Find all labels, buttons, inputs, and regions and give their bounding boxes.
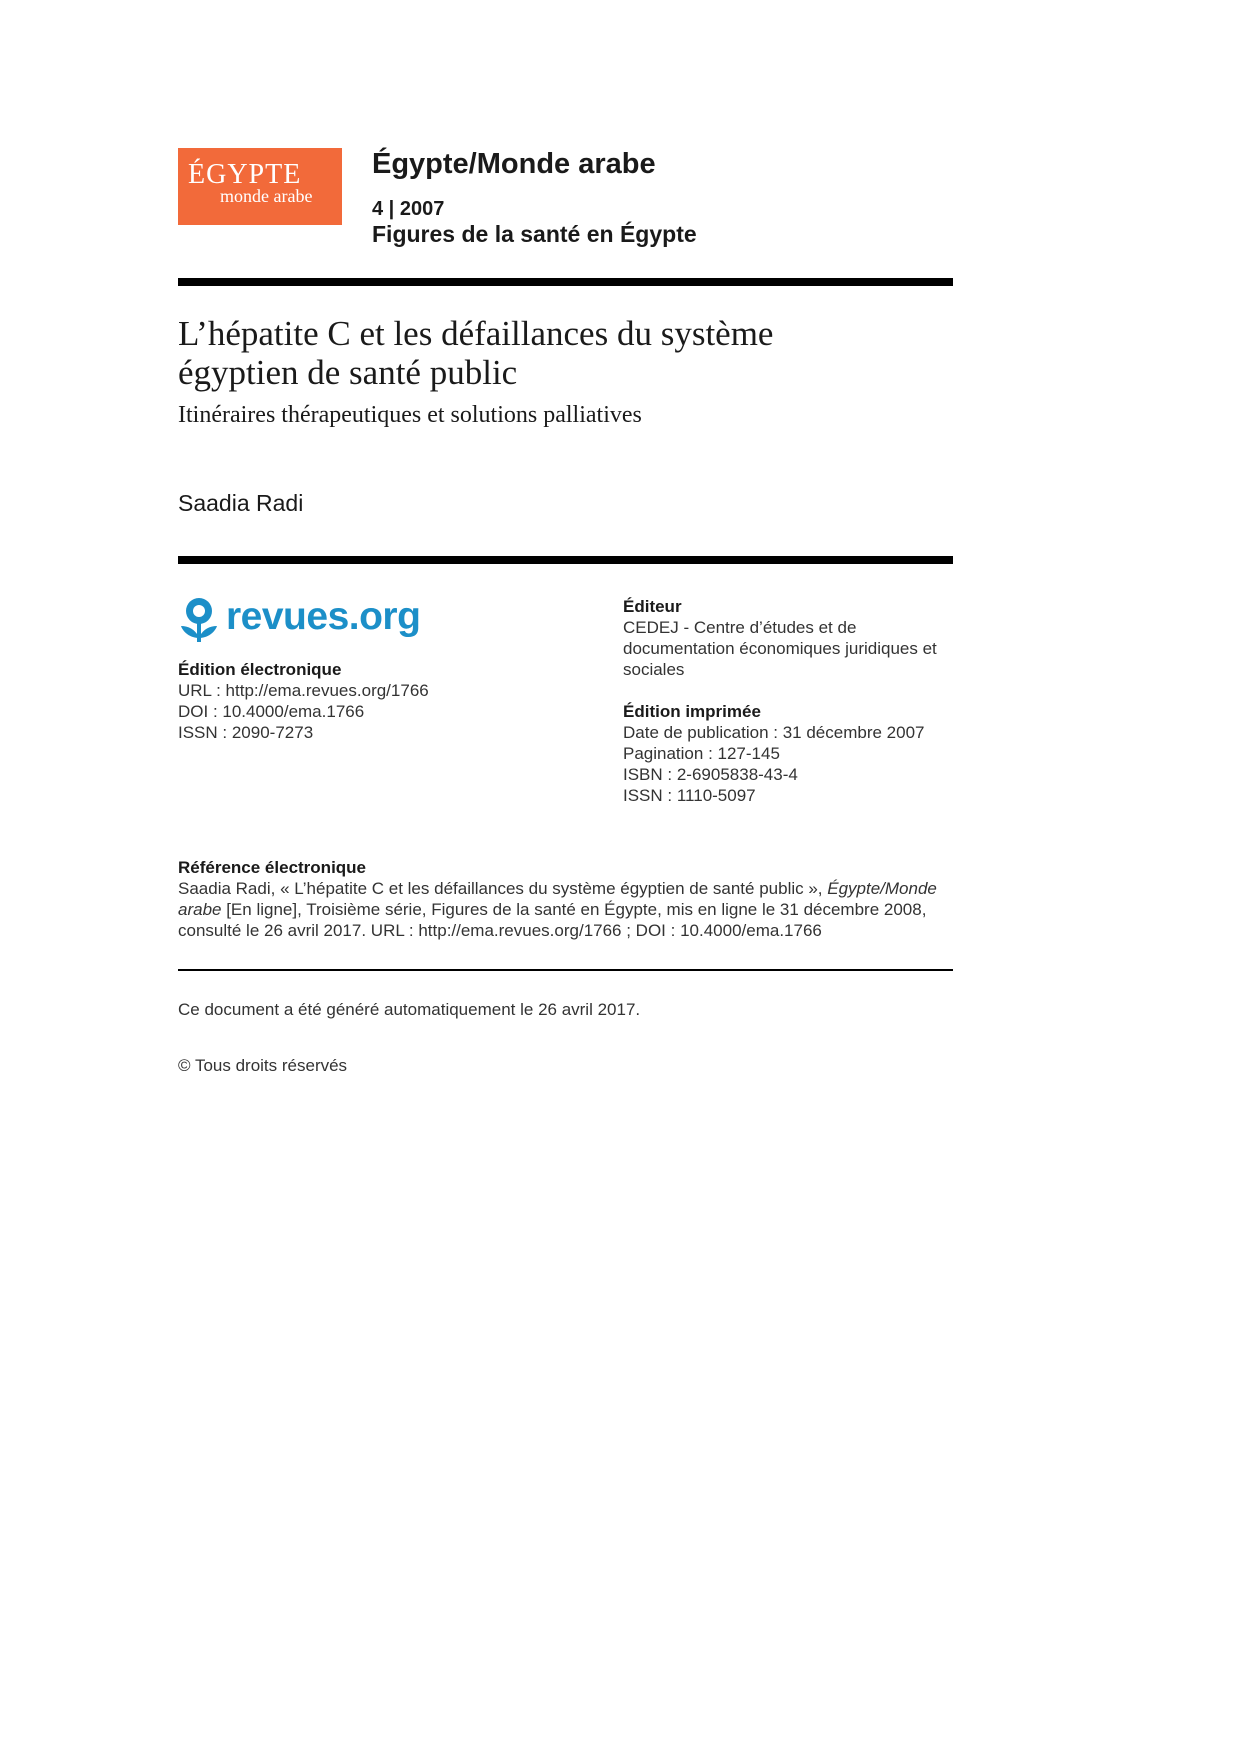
reference-heading-wrap [178,857,366,878]
revues-logo-text: revues.org [226,595,421,638]
reference-line2-suffix: [En ligne], Troisième série, Figures de la santé en Égypte, mis en ligne le 31 décembre 2008, [221,900,927,919]
edition-electronique-issn: ISSN : 2090-7273 [178,723,314,742]
article-title-line1: L’hépatite C et les défaillances du système [178,314,774,353]
generated-note: Ce document a été généré automatiquement le 26 avril 2017. [178,1000,641,1019]
edition-electronique-heading: Édition électronique [178,660,342,679]
divider-middle [178,556,953,564]
reference-journal-italic: Égypte/Monde [827,879,937,898]
reference-line3: consulté le 26 avril 2017. URL : http://ema.revues.org/1766 ; DOI : 10.4000/ema.1766 [178,921,822,940]
reference-line1-prefix: Saadia Radi, « L’hépatite C et les défaillances du système égyptien de santé public », [178,879,828,898]
edition-imprimee-isbn: ISBN : 2-6905838-43-4 [623,765,798,784]
journal-logo-line1: ÉGYPTE [188,159,302,190]
edition-imprimee-heading: Édition imprimée [623,702,761,721]
edition-electronique-url[interactable]: URL : http://ema.revues.org/1766 [178,681,429,700]
article-title [178,314,958,392]
editeur-block [623,596,937,680]
issue-title: Figures de la santé en Égypte [372,221,697,247]
journal-logo-line2: monde arabe [220,186,313,206]
reference-line2 [178,899,953,920]
edition-imprimee-pagination: Pagination : 127-145 [623,744,780,763]
issue-number: 4 | 2007 [372,198,445,220]
editeur-line3: sociales [623,660,685,679]
reference-heading: Référence électronique [178,858,367,877]
editeur-heading: Éditeur [623,597,682,616]
journal-logo [178,148,342,225]
rights-note: © Tous droits réservés [178,1056,348,1075]
author-name: Saadia Radi [178,490,304,516]
revues-org-logo [178,594,428,646]
article-title-line2: égyptien de santé public [178,353,518,392]
edition-imprimee-date: Date de publication : 31 décembre 2007 [623,723,925,742]
edition-electronique-doi[interactable]: DOI : 10.4000/ema.1766 [178,702,365,721]
divider-bottom [178,969,953,971]
edition-imprimee-block [623,701,924,806]
divider-top [178,278,953,286]
edition-imprimee-issn: ISSN : 1110-5097 [623,786,756,805]
editeur-line2: documentation économiques juridiques et [623,639,937,658]
edition-electronique-block [178,659,429,743]
article-subtitle: Itinéraires thérapeutiques et solutions palliatives [178,402,642,428]
reference-text [178,878,953,941]
reference-line1 [178,878,953,899]
journal-title: Égypte/Monde arabe [372,148,656,180]
editeur-line1: CEDEJ - Centre d’études et de [623,618,857,637]
revues-flower-icon [178,594,220,646]
reference-journal-italic-2: arabe [178,900,222,919]
